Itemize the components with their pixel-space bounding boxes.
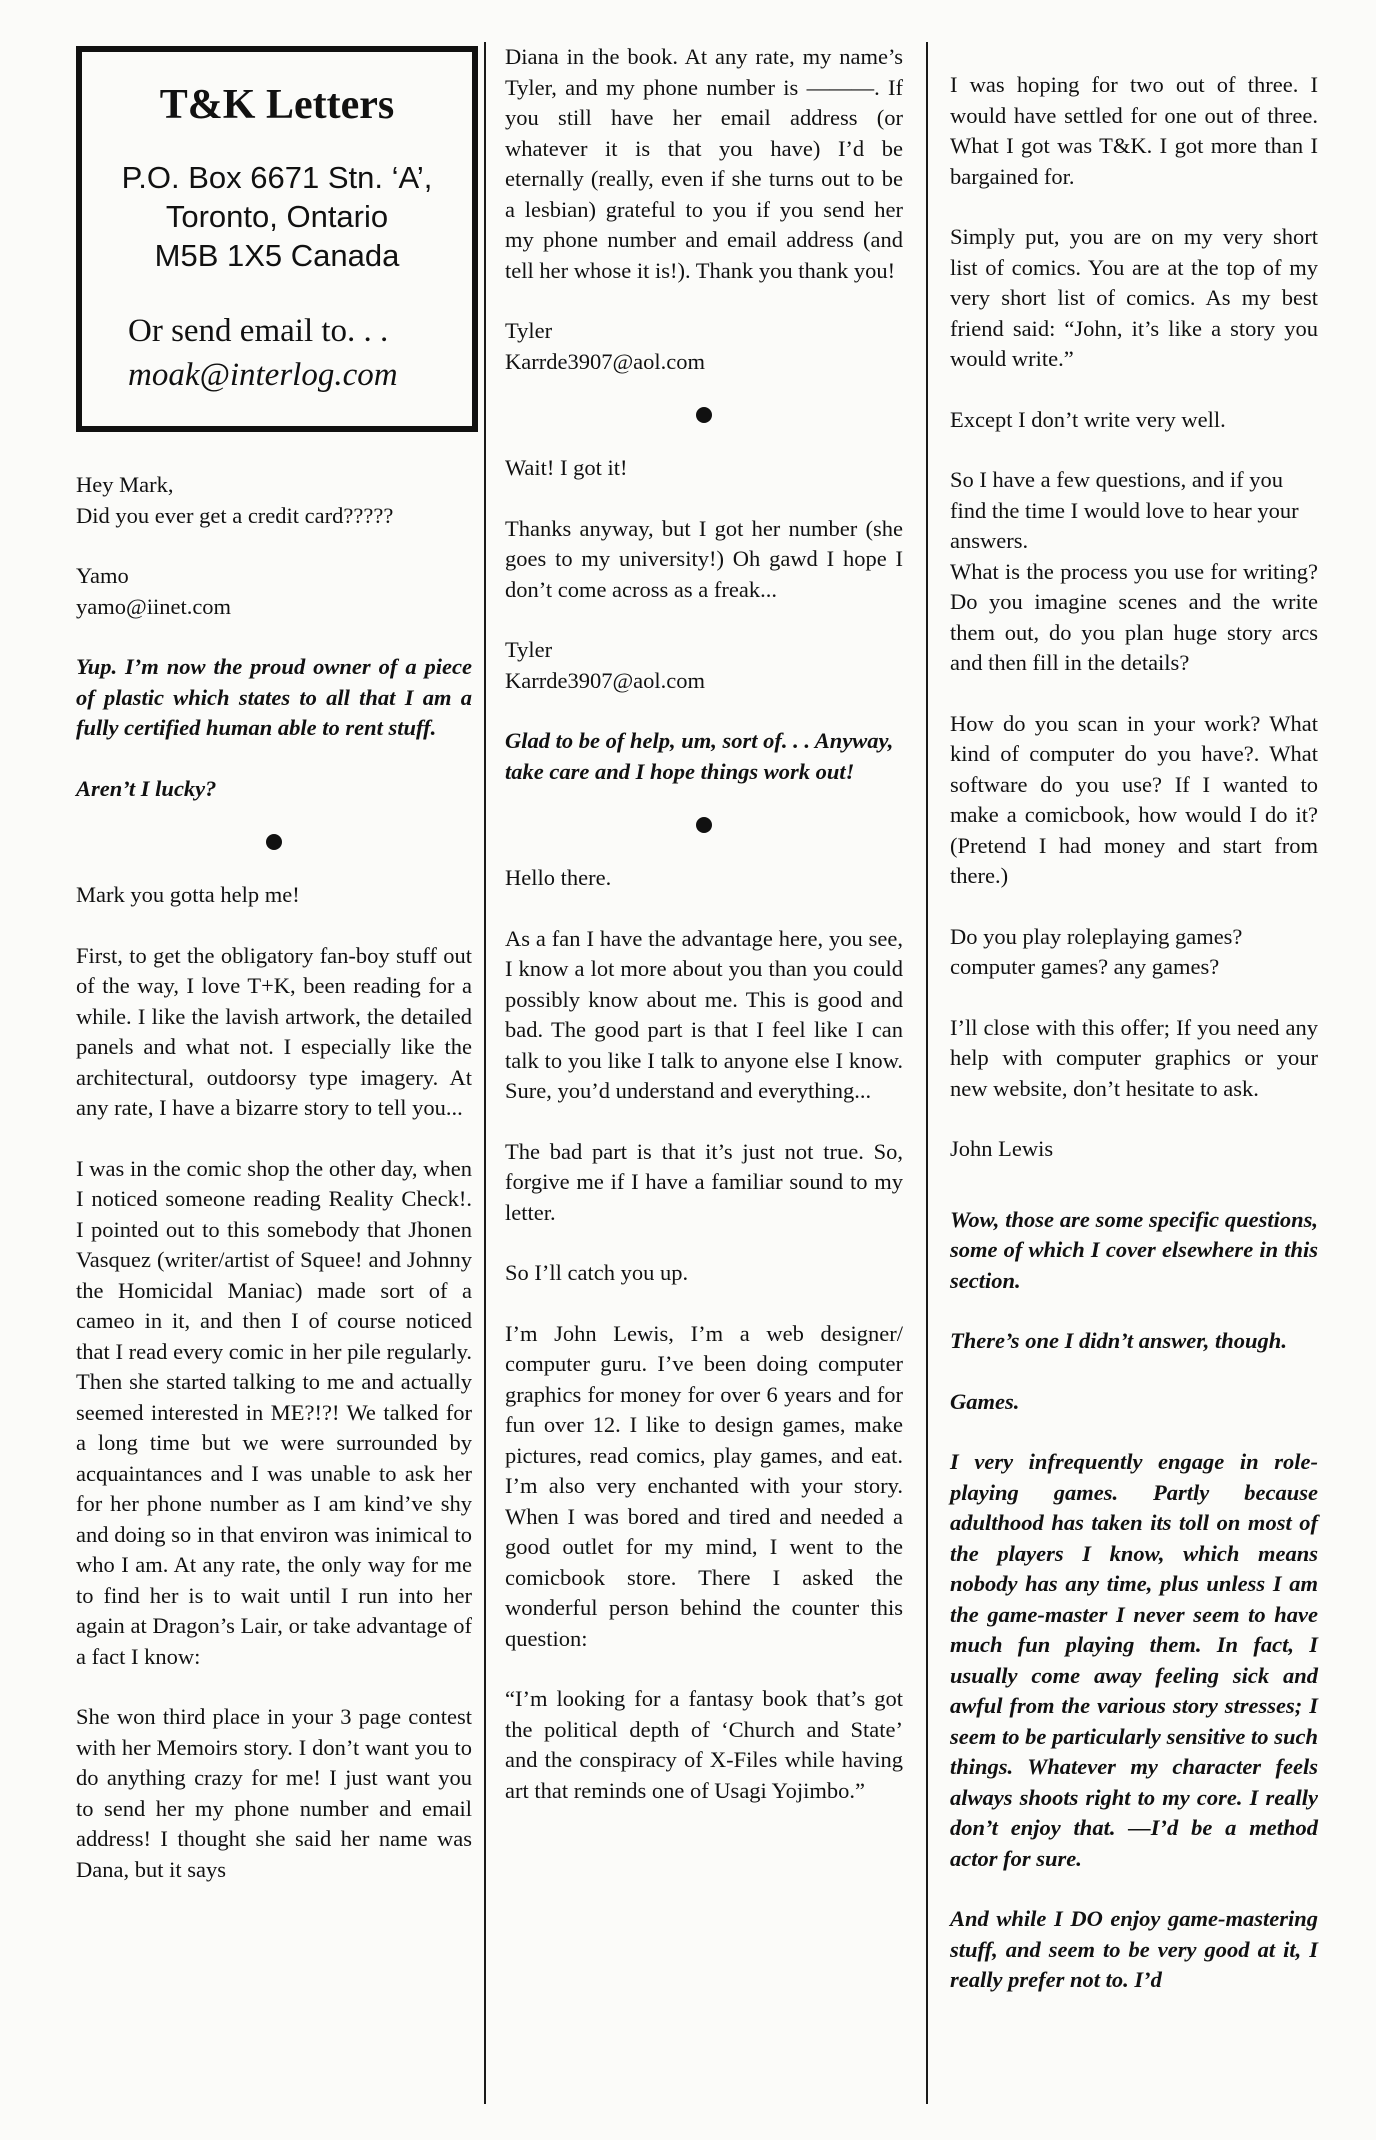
box-title: T&K Letters <box>159 82 395 128</box>
address-line: Toronto, Ontario <box>165 199 389 234</box>
letter-email: Karrde3907@aol.com <box>505 348 706 374</box>
letter-text: Except I don’t write very well. <box>950 406 1226 432</box>
letter-greeting: Hello there. <box>505 865 612 890</box>
editor-reply: Games. <box>950 1388 1020 1414</box>
letter-signature: Yamo <box>76 563 129 588</box>
letter-text: Wait! I got it! <box>505 455 628 480</box>
letter-signature: John Lewis <box>950 1136 1054 1161</box>
letters-address-box <box>76 46 478 432</box>
editor-reply: There’s one I didn’t answer, though. <box>950 1328 1287 1353</box>
letter-text: Did you ever get a credit card????? <box>76 502 394 528</box>
letter-text: How do you scan in your work? What kind of computer do you have?. What software do you use? If I wanted to make a comicbook, how would I do it? (Pretend I had money and start from there.) <box>950 710 1318 888</box>
postal-address <box>82 158 472 275</box>
letter-signature: Tyler <box>505 318 553 343</box>
column-1 <box>76 470 472 1915</box>
separator-bullet <box>696 407 712 423</box>
letters-email: moak@interlog.com <box>128 357 398 393</box>
letter-text: As a fan I have the advantage here, you see, I know a lot more about you than you could possibly know about me. This is good and bad. The good part is that I feel like I can talk to you like I talk to anyone else I know. Sure, you’d understand and everything... <box>505 925 903 1103</box>
letter-text: Mark you gotta help me! <box>76 882 300 907</box>
separator-bullet <box>696 817 712 833</box>
editor-reply: And while I DO enjoy game-mastering stuff, and seem to be very good at it, I really prefer not to. I’d <box>950 1906 1318 1992</box>
letter-greeting: Hey Mark, <box>76 472 174 497</box>
letter-text: The bad part is that it’s just not true. So, forgive me if I have a familiar sound to my letter. <box>505 1138 903 1225</box>
letter-text: I was in the comic shop the other day, when I noticed someone reading Reality Check!. I pointed out to this somebody that Jhonen Vasquez (writer/artist of Squee! and Johnny the Homicidal Maniac) made sort of a cameo in it, and then I of course noticed that I read every comic in her pile regularly. Then she started talking to me and actually seemed interested in ME?!?! We talked for a long time but we were surrounded by acquaintances and I was unable to ask her for her phone number as I am kind’ve shy and doing so in that environ was inimical to who I am. At any rate, the only way for me to find her is to wait until I run into her again at Dragon’s Lair, or take advantage of a fact I know: <box>76 1155 472 1669</box>
letter-text: I was hoping for two out of three. I would have settled for one out of three. What I got was T&K. I got more than I bargained for. <box>950 72 1318 189</box>
column-2 <box>505 42 903 1836</box>
letter-text: I’m John Lewis, I’m a web designer/ computer guru. I’ve been doing computer graphics for money for over 6 years and for fun over 12. I like to design games, make pictures, read comics, play games, and eat. I’m also very enchanted with your story. When I was bored and tired and needed a good outlet for my mind, I went to the comicbook store. There I asked the wonderful person behind the counter this question: <box>505 1320 903 1651</box>
column-divider <box>484 42 486 2104</box>
editor-reply: I very infrequently engage in role-playing games. Partly because adulthood has taken its toll on most of the players I know, which means nobody has any time, plus unless I am the game-master I never seem to have much fun playing them. In fact, I usually come away feeling sick and awful from the various story stresses; I seem to be particularly sensitive to such things. Whatever my character feels always shoots right to my core. I really don’t enjoy that. —I’d be a method actor for sure. <box>950 1449 1318 1871</box>
send-email-text: Or send email to. . . <box>128 313 389 349</box>
editor-reply: Glad to be of help, um, sort of. . . Anyway, take care and I hope things work out! <box>505 728 894 784</box>
letter-text: Do you play roleplaying games? computer games? any games? <box>950 923 1243 979</box>
letter-text: What is the process you use for writing? Do you imagine scenes and the write them out, do you plan huge story arcs and then fill in the details? <box>950 558 1318 675</box>
letter-text: She won third place in your 3 page contest with her Memoirs story. I don’t want you to do anything crazy for me! I just want you to send her my phone number and email address! I thought she said her name was Dana, but it says <box>76 1704 472 1882</box>
letter-text: “I’m looking for a fantasy book that’s got the political depth of ‘Church and State’ and the conspiracy of X-Files while having art that reminds one of Usagi Yojimbo.” <box>505 1686 903 1803</box>
letter-text: Diana in the book. At any rate, my name’s Tyler, and my phone number is ———. If you still have her email address (or whatever it is that you have) I’d be eternally (really, even if she turns out to be a lesbian) grateful to you if you send her my phone number and email address (and tell her whose it is!). Thank you thank you! <box>505 44 903 283</box>
letter-text: So I have a few questions, and if you find the time I would love to hear your answers. <box>950 467 1299 553</box>
column-3 <box>950 70 1318 2026</box>
column-divider <box>926 42 928 2104</box>
letter-text: So I’ll catch you up. <box>505 1260 689 1285</box>
letter-email: yamo@iinet.com <box>76 593 232 619</box>
letter-text: Simply put, you are on my very short list of comics. You are at the top of my very short list of comics. As my best friend said: “John, it’s like a story you would write.” <box>950 224 1318 371</box>
letter-text: Thanks anyway, but I got her number (she goes to my university!) Oh gawd I hope I don’t come across as a freak... <box>505 515 903 602</box>
letter-text: I’ll close with this offer; If you need any help with computer graphics or your new website, don’t hesitate to ask. <box>950 1014 1318 1101</box>
editor-reply: Yup. I’m now the proud owner of a piece of plastic which states to all that I am a fully certified human able to rent stuff. <box>76 654 472 740</box>
letter-email: Karrde3907@aol.com <box>505 667 706 693</box>
letter-signature: Tyler <box>505 637 553 662</box>
editor-reply: Wow, those are some specific questions, some of which I cover elsewhere in this section. <box>950 1206 1318 1293</box>
address-line: P.O. Box 6671 Stn. ‘A’, <box>121 160 433 195</box>
separator-bullet <box>266 834 282 850</box>
letter-text: First, to get the obligatory fan-boy stuff out of the way, I love T+K, been reading for a while. I like the lavish artwork, the detailed panels and what not. I especially like the architectural, outdoorsy type imagery. At any rate, I have a bizarre story to tell you... <box>76 942 472 1120</box>
address-line: M5B 1X5 Canada <box>154 238 400 273</box>
editor-reply: Aren’t I lucky? <box>76 775 217 801</box>
